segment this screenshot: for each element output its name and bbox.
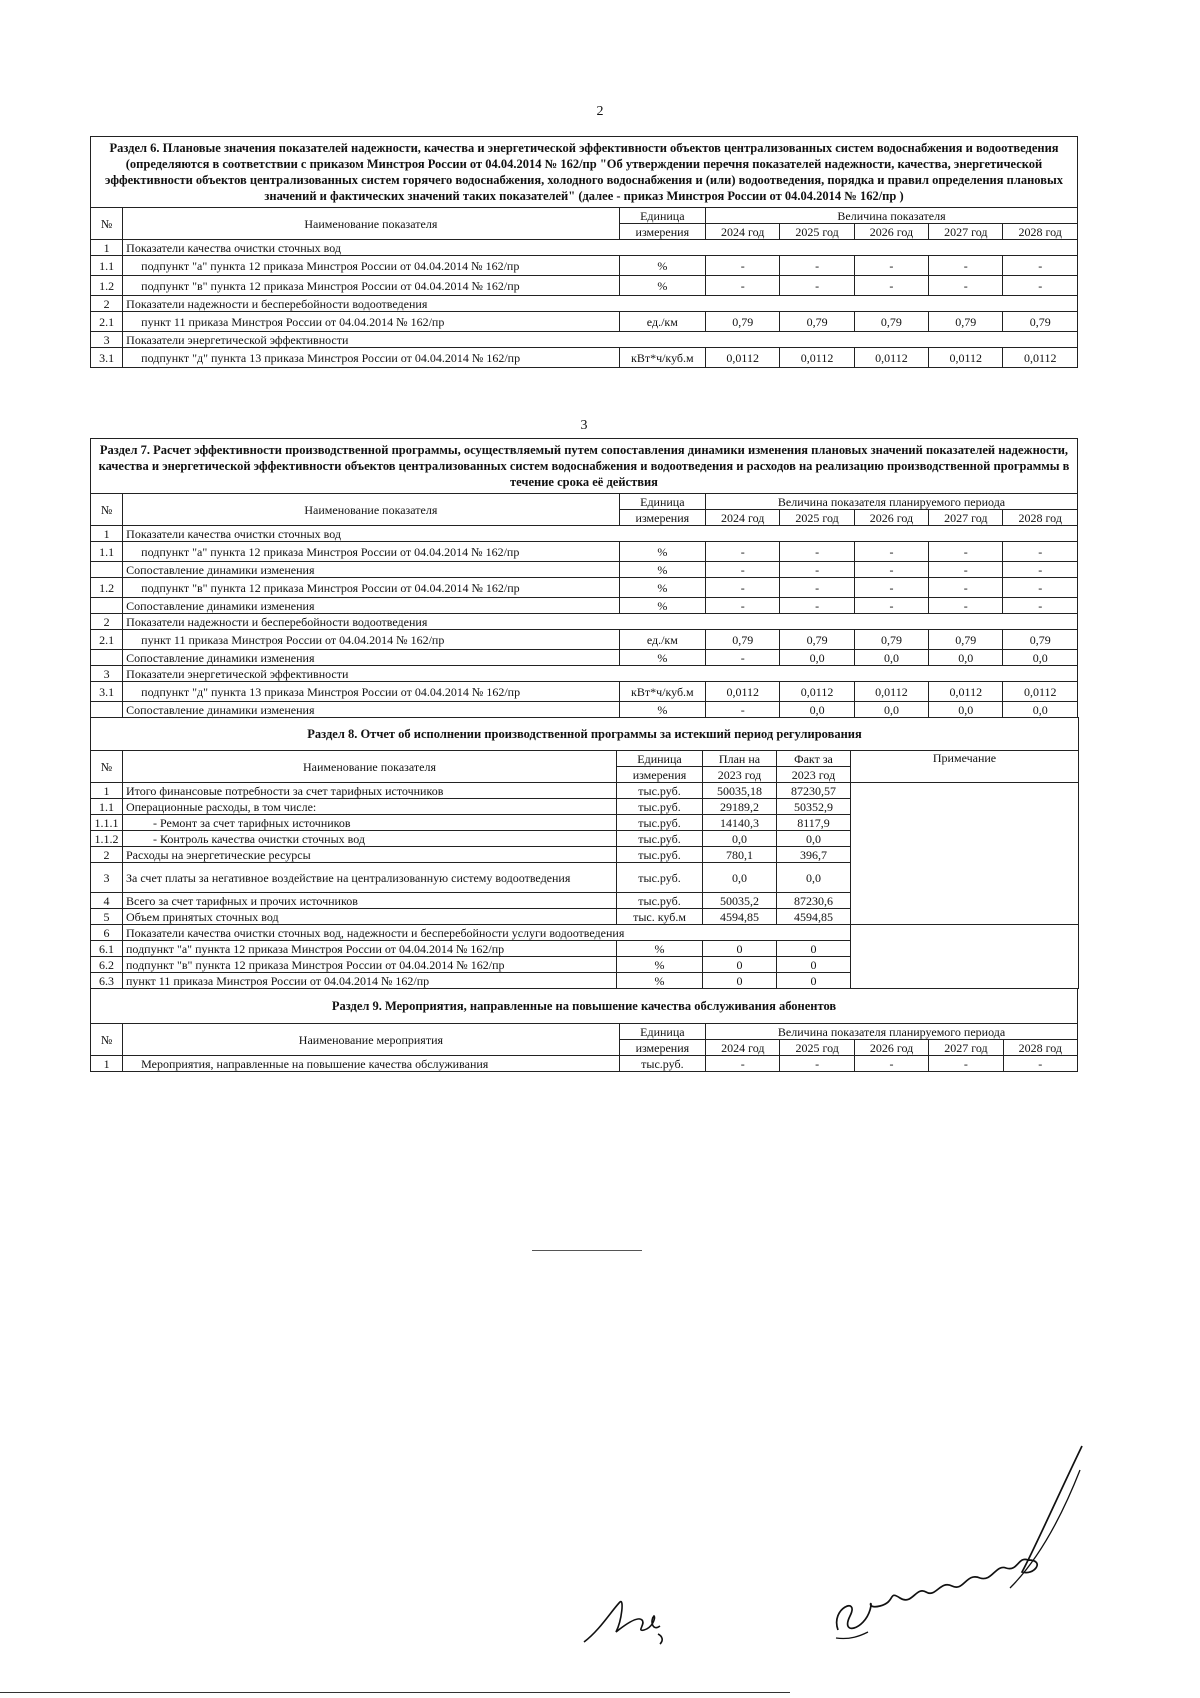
- section-6: [90, 136, 1078, 368]
- indicator-name: подпункт "в" пункта 12 приказа Минстроя России от 04.04.2014 № 162/пр: [123, 276, 619, 296]
- header-name: Наименование показателя: [123, 751, 617, 783]
- section-8-title: Раздел 8. Отчет об исполнении производственной программы за истекший период регулирования: [91, 718, 1079, 751]
- value-cell: 0,0112: [780, 348, 854, 368]
- value-cell: -: [1003, 256, 1078, 276]
- table-row: [91, 348, 1078, 368]
- row-number: [91, 598, 123, 614]
- table-row: [91, 1056, 1078, 1072]
- row-number: 6.2: [91, 957, 123, 973]
- unit-cell: тыс.руб.: [617, 799, 703, 815]
- header-year: 2024 год: [706, 510, 780, 526]
- value-cell: -: [929, 542, 1003, 562]
- value-cell: -: [1003, 578, 1078, 598]
- header-year: 2028 год: [1003, 1040, 1077, 1056]
- plan-value: 0: [703, 973, 777, 989]
- row-number: 3: [91, 332, 123, 348]
- plan-value: 0: [703, 941, 777, 957]
- value-cell: -: [1003, 276, 1078, 296]
- indicator-name: пункт 11 приказа Минстроя России от 04.04.2014 № 162/пр: [123, 630, 619, 650]
- value-cell: -: [929, 598, 1003, 614]
- value-cell: -: [854, 256, 928, 276]
- plan-value: 0,0: [703, 831, 777, 847]
- unit-cell: тыс.руб.: [617, 831, 703, 847]
- row-number: [91, 562, 123, 578]
- unit-cell: %: [619, 650, 705, 666]
- value-cell: 0,79: [1003, 630, 1078, 650]
- unit-cell: %: [619, 578, 705, 598]
- plan-value: 0: [703, 957, 777, 973]
- header-year: 2027 год: [929, 224, 1003, 240]
- value-cell: -: [780, 578, 854, 598]
- group-title: Показатели надежности и бесперебойности водоотведения: [123, 614, 1078, 630]
- value-cell: 0,79: [706, 630, 780, 650]
- value-cell: -: [929, 1056, 1003, 1072]
- value-cell: -: [854, 542, 928, 562]
- unit-cell: %: [619, 598, 705, 614]
- plan-value: 50035,18: [703, 783, 777, 799]
- handwritten-signature: [820, 1440, 1090, 1650]
- section-8-table: [90, 717, 1079, 989]
- indicator-name: - Контроль качества очистки сточных вод: [123, 831, 617, 847]
- value-cell: 0,0: [1003, 702, 1078, 718]
- unit-cell: %: [619, 276, 705, 296]
- group-row: [91, 666, 1078, 682]
- indicator-name: За счет платы за негативное воздействие на централизованную систему водоотведения: [123, 863, 617, 893]
- row-number: 3.1: [91, 348, 123, 368]
- group-row: [91, 296, 1078, 312]
- fact-value: 87230,6: [777, 893, 851, 909]
- row-number: 1.1.1: [91, 815, 123, 831]
- value-cell: -: [1003, 598, 1078, 614]
- value-cell: -: [1003, 562, 1078, 578]
- indicator-name: - Ремонт за счет тарифных источников: [123, 815, 617, 831]
- unit-cell: %: [619, 702, 705, 718]
- row-number: 3.1: [91, 682, 123, 702]
- header-year: 2024 год: [706, 224, 780, 240]
- unit-cell: тыс.руб.: [617, 847, 703, 863]
- value-cell: 0,0112: [1003, 348, 1078, 368]
- header-num: №: [91, 494, 123, 526]
- fact-value: 87230,57: [777, 783, 851, 799]
- table-row: [91, 542, 1078, 562]
- value-cell: 0,0112: [854, 348, 928, 368]
- header-year: 2028 год: [1003, 510, 1078, 526]
- value-cell: 0,0: [929, 650, 1003, 666]
- note-cell: [851, 925, 1079, 989]
- unit-cell: тыс.руб.: [617, 815, 703, 831]
- value-cell: 0,0112: [706, 682, 780, 702]
- section-9-title: Раздел 9. Мероприятия, направленные на повышение качества обслуживания абонентов: [91, 989, 1078, 1024]
- row-number: 1.1: [91, 799, 123, 815]
- header-name: Наименование показателя: [123, 208, 619, 240]
- header-unit-line1: Единица: [617, 751, 703, 767]
- comparison-row: [91, 702, 1078, 718]
- value-cell: 0,0112: [929, 682, 1003, 702]
- unit-cell: тыс.руб.: [617, 863, 703, 893]
- page-number-3: 3: [580, 418, 588, 433]
- unit-cell: тыс.руб.: [617, 893, 703, 909]
- header-name: Наименование показателя: [123, 494, 619, 526]
- plan-value: 50035,2: [703, 893, 777, 909]
- value-cell: -: [929, 256, 1003, 276]
- indicator-name: Операционные расходы, в том числе:: [123, 799, 617, 815]
- value-cell: 0,0: [929, 702, 1003, 718]
- fact-value: 0: [777, 941, 851, 957]
- fact-value: 0: [777, 973, 851, 989]
- value-cell: 0,79: [929, 312, 1003, 332]
- header-year: 2027 год: [929, 1040, 1003, 1056]
- unit-cell: кВт*ч/куб.м: [619, 348, 705, 368]
- indicator-name: Всего за счет тарифных и прочих источников: [123, 893, 617, 909]
- fact-value: 4594,85: [777, 909, 851, 925]
- value-cell: -: [929, 562, 1003, 578]
- value-cell: 0,79: [854, 312, 928, 332]
- header-plan-line1: План на: [703, 751, 777, 767]
- row-number: 1: [91, 1056, 123, 1072]
- unit-cell: тыс. куб.м: [617, 909, 703, 925]
- value-cell: 0,0: [780, 702, 854, 718]
- header-fact-line2: 2023 год: [777, 767, 851, 783]
- header-unit-line1: Единица: [619, 1024, 705, 1040]
- row-number: 1.1: [91, 542, 123, 562]
- fact-value: 0,0: [777, 863, 851, 893]
- header-year: 2024 год: [706, 1040, 780, 1056]
- indicator-name: подпункт "а" пункта 12 приказа Минстроя России от 04.04.2014 № 162/пр: [123, 542, 619, 562]
- value-cell: -: [706, 276, 780, 296]
- row-number: 2.1: [91, 312, 123, 332]
- group-row: [91, 332, 1078, 348]
- fact-value: 0,0: [777, 831, 851, 847]
- value-cell: -: [854, 276, 928, 296]
- value-cell: -: [706, 1056, 780, 1072]
- group-row: [91, 526, 1078, 542]
- header-value: Величина показателя планируемого периода: [706, 494, 1078, 510]
- value-cell: -: [854, 598, 928, 614]
- separator-line: [532, 1250, 642, 1251]
- value-cell: -: [854, 578, 928, 598]
- row-number: 6.3: [91, 973, 123, 989]
- header-year: 2027 год: [929, 510, 1003, 526]
- row-number: 1: [91, 526, 123, 542]
- indicator-name: подпункт "в" пункта 12 приказа Минстроя России от 04.04.2014 № 162/пр: [123, 957, 617, 973]
- comparison-row: [91, 562, 1078, 578]
- group-row: [91, 614, 1078, 630]
- row-number: 3: [91, 666, 123, 682]
- value-cell: 0,0112: [929, 348, 1003, 368]
- value-cell: 0,0112: [1003, 682, 1078, 702]
- unit-cell: %: [619, 562, 705, 578]
- row-number: 1.1: [91, 256, 123, 276]
- row-number: 6: [91, 925, 123, 941]
- fact-value: 50352,9: [777, 799, 851, 815]
- section-9-table: [90, 988, 1078, 1072]
- value-cell: -: [780, 256, 854, 276]
- row-number: 5: [91, 909, 123, 925]
- indicator-name: Мероприятия, направленные на повышение качества обслуживания: [123, 1056, 620, 1072]
- value-cell: 0,79: [780, 312, 854, 332]
- value-cell: 0,0: [1003, 650, 1078, 666]
- value-cell: 0,0112: [780, 682, 854, 702]
- header-year: 2025 год: [780, 224, 854, 240]
- plan-value: 0,0: [703, 863, 777, 893]
- value-cell: -: [854, 562, 928, 578]
- group-title: Показатели энергетической эффективности: [123, 666, 1078, 682]
- value-cell: -: [706, 562, 780, 578]
- plan-value: 29189,2: [703, 799, 777, 815]
- header-name: Наименование мероприятия: [123, 1024, 620, 1056]
- row-number: [91, 702, 123, 718]
- table-row: [91, 682, 1078, 702]
- header-unit-line2: измерения: [619, 224, 705, 240]
- value-cell: 0,79: [1003, 312, 1078, 332]
- section-6-table: [90, 136, 1078, 368]
- value-cell: -: [929, 578, 1003, 598]
- header-unit-line2: измерения: [619, 1040, 705, 1056]
- unit-cell: %: [617, 957, 703, 973]
- unit-cell: %: [617, 973, 703, 989]
- table-row: [91, 578, 1078, 598]
- header-unit-line2: измерения: [619, 510, 705, 526]
- value-cell: -: [706, 598, 780, 614]
- fact-value: 396,7: [777, 847, 851, 863]
- bottom-rule: [0, 1692, 790, 1693]
- unit-cell: ед./км: [619, 630, 705, 650]
- value-cell: -: [780, 598, 854, 614]
- value-cell: 0,79: [780, 630, 854, 650]
- group-title: Показатели качества очистки сточных вод, надежности и бесперебойности услуги водоотведения: [123, 925, 851, 941]
- unit-cell: кВт*ч/куб.м: [619, 682, 705, 702]
- value-cell: 0,0112: [706, 348, 780, 368]
- header-unit-line2: измерения: [617, 767, 703, 783]
- table-row: [91, 783, 1079, 799]
- row-number: [91, 650, 123, 666]
- value-cell: -: [780, 542, 854, 562]
- value-cell: -: [780, 562, 854, 578]
- comparison-row: [91, 598, 1078, 614]
- value-cell: -: [854, 1056, 928, 1072]
- initials-signature: [580, 1580, 690, 1650]
- indicator-name: подпункт "а" пункта 12 приказа Минстроя России от 04.04.2014 № 162/пр: [123, 941, 617, 957]
- value-cell: 0,79: [929, 630, 1003, 650]
- value-cell: -: [780, 1056, 854, 1072]
- group-row: [91, 925, 1079, 941]
- row-number: 3: [91, 863, 123, 893]
- header-fact-line1: Факт за: [777, 751, 851, 767]
- header-plan-line2: 2023 год: [703, 767, 777, 783]
- value-cell: 0,0112: [854, 682, 928, 702]
- header-year: 2025 год: [780, 510, 854, 526]
- fact-value: 8117,9: [777, 815, 851, 831]
- row-number: 1.1.2: [91, 831, 123, 847]
- header-unit-line1: Единица: [619, 208, 705, 224]
- value-cell: 0,0: [854, 702, 928, 718]
- unit-cell: %: [617, 941, 703, 957]
- header-year: 2028 год: [1003, 224, 1078, 240]
- row-number: 4: [91, 893, 123, 909]
- indicator-name: пункт 11 приказа Минстроя России от 04.04.2014 № 162/пр: [123, 973, 617, 989]
- group-title: Показатели качества очистки сточных вод: [123, 240, 1078, 256]
- group-row: [91, 240, 1078, 256]
- value-cell: -: [1003, 542, 1078, 562]
- row-number: 2: [91, 614, 123, 630]
- table-row: [91, 630, 1078, 650]
- indicator-name: Объем принятых сточных вод: [123, 909, 617, 925]
- value-cell: 0,0: [854, 650, 928, 666]
- value-cell: -: [706, 542, 780, 562]
- indicator-name: Сопоставление динамики изменения: [123, 650, 619, 666]
- value-cell: 0,79: [854, 630, 928, 650]
- indicator-name: подпункт "в" пункта 12 приказа Минстроя России от 04.04.2014 № 162/пр: [123, 578, 619, 598]
- header-year: 2026 год: [854, 1040, 928, 1056]
- unit-cell: %: [619, 256, 705, 276]
- row-number: 1: [91, 783, 123, 799]
- indicator-name: пункт 11 приказа Минстроя России от 04.04.2014 № 162/пр: [123, 312, 619, 332]
- value-cell: 0,79: [706, 312, 780, 332]
- group-title: Показатели качества очистки сточных вод: [123, 526, 1078, 542]
- header-unit-line1: Единица: [619, 494, 705, 510]
- note-cell: [851, 783, 1079, 925]
- header-num: №: [91, 208, 123, 240]
- header-num: №: [91, 751, 123, 783]
- table-row: [91, 276, 1078, 296]
- row-number: 6.1: [91, 941, 123, 957]
- value-cell: -: [929, 276, 1003, 296]
- unit-cell: %: [619, 542, 705, 562]
- indicator-name: подпункт "а" пункта 12 приказа Минстроя России от 04.04.2014 № 162/пр: [123, 256, 619, 276]
- row-number: 2: [91, 847, 123, 863]
- header-value: Величина показателя планируемого периода: [706, 1024, 1078, 1040]
- value-cell: -: [706, 650, 780, 666]
- value-cell: -: [706, 702, 780, 718]
- header-value: Величина показателя: [706, 208, 1078, 224]
- unit-cell: ед./км: [619, 312, 705, 332]
- value-cell: -: [706, 578, 780, 598]
- row-number: 1: [91, 240, 123, 256]
- plan-value: 4594,85: [703, 909, 777, 925]
- indicator-name: подпункт "д" пункта 13 приказа Минстроя России от 04.04.2014 № 162/пр: [123, 348, 619, 368]
- sections-7-9: [90, 438, 1078, 1072]
- header-year: 2026 год: [854, 510, 928, 526]
- page-number-2: 2: [596, 104, 604, 119]
- plan-value: 780,1: [703, 847, 777, 863]
- header-note: Примечание: [851, 751, 1079, 783]
- row-number: 2: [91, 296, 123, 312]
- unit-cell: тыс.руб.: [617, 783, 703, 799]
- value-cell: 0,0: [780, 650, 854, 666]
- section-7-table: [90, 438, 1078, 718]
- header-year: 2026 год: [854, 224, 928, 240]
- value-cell: -: [706, 256, 780, 276]
- header-year: 2025 год: [780, 1040, 854, 1056]
- fact-value: 0: [777, 957, 851, 973]
- indicator-name: подпункт "д" пункта 13 приказа Минстроя России от 04.04.2014 № 162/пр: [123, 682, 619, 702]
- plan-value: 14140,3: [703, 815, 777, 831]
- indicator-name: Сопоставление динамики изменения: [123, 598, 619, 614]
- section-7-title: Раздел 7. Расчет эффективности производственной программы, осуществляемый путем сопоставления динамики изменения плановых значений показателей надежности, качества и энергетической эффективности объектов централизованных систем водоснабжения и водоотведения и расходов на реализацию производственной программы в течение срока её действия: [91, 439, 1078, 494]
- comparison-row: [91, 650, 1078, 666]
- table-row: [91, 256, 1078, 276]
- value-cell: -: [1003, 1056, 1077, 1072]
- unit-cell: тыс.руб.: [619, 1056, 705, 1072]
- indicator-name: Сопоставление динамики изменения: [123, 702, 619, 718]
- group-title: Показатели надежности и бесперебойности водоотведения: [123, 296, 1078, 312]
- indicator-name: Итого финансовые потребности за счет тарифных источников: [123, 783, 617, 799]
- group-title: Показатели энергетической эффективности: [123, 332, 1078, 348]
- table-row: [91, 312, 1078, 332]
- row-number: 2.1: [91, 630, 123, 650]
- row-number: 1.2: [91, 578, 123, 598]
- indicator-name: Сопоставление динамики изменения: [123, 562, 619, 578]
- value-cell: -: [780, 276, 854, 296]
- indicator-name: Расходы на энергетические ресурсы: [123, 847, 617, 863]
- section-6-title: Раздел 6. Плановые значения показателей надежности, качества и энергетической эффективности объектов централизованных систем водоснабжения и водоотведения (определяются в соответствии с приказом Минстроя России от 04.04.2014 № 162/пр "Об утверждении перечня показателей надежности, качества, энергетической эффективности объектов централизованных систем горячего водоснабжения, холодного водоснабжения и (или) водоотведения, порядка и правил определения плановых значений и фактических значений таких показателей" (далее - приказ Минстроя России от 04.04.2014 № 162/пр ): [91, 137, 1078, 208]
- header-num: №: [91, 1024, 123, 1056]
- row-number: 1.2: [91, 276, 123, 296]
